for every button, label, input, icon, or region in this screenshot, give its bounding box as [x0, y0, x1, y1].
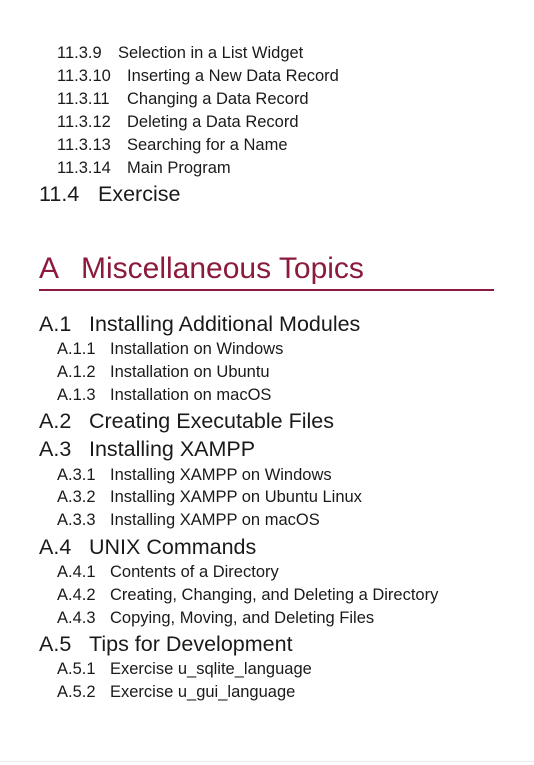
- toc-title: Contents of a Directory: [110, 563, 279, 581]
- toc-subsection-11-3-10[interactable]: [57, 66, 339, 86]
- toc-title: Creating, Changing, and Deleting a Directory: [110, 586, 439, 604]
- toc-title: Inserting a New Data Record: [127, 67, 339, 85]
- toc-number: A.1.2: [57, 363, 96, 381]
- toc-number: 11.3.13: [57, 136, 111, 154]
- toc-subsection-a-4-1[interactable]: [57, 562, 279, 582]
- toc-number: A.1: [39, 312, 72, 336]
- toc-number: 11.3.12: [57, 113, 111, 131]
- toc-title: Installing XAMPP on Windows: [110, 466, 332, 484]
- toc-title: Exercise u_gui_language: [110, 683, 296, 701]
- toc-section-a-4[interactable]: [39, 534, 256, 560]
- chapter-rule: [39, 289, 494, 291]
- toc-subsection-a-3-2[interactable]: [57, 487, 362, 507]
- toc-title: Copying, Moving, and Deleting Files: [110, 609, 375, 627]
- toc-section-11-4[interactable]: [39, 181, 180, 207]
- toc-number: A.1.3: [57, 386, 96, 404]
- toc-number: 11.3.14: [57, 159, 111, 177]
- toc-number: A.4.3: [57, 609, 96, 627]
- toc-number: A.4: [39, 535, 72, 559]
- toc-subsection-a-4-3[interactable]: [57, 608, 374, 628]
- toc-number: A.4.1: [57, 563, 96, 581]
- toc-section-a-3[interactable]: [39, 436, 255, 462]
- toc-title: Installing XAMPP on Ubuntu Linux: [110, 488, 362, 506]
- toc-number: A.1.1: [57, 340, 96, 358]
- toc-subsection-11-3-11[interactable]: [57, 89, 309, 109]
- toc-number: A.3: [39, 437, 72, 461]
- toc-title: Exercise: [98, 182, 181, 206]
- toc-subsection-a-3-1[interactable]: [57, 465, 332, 485]
- page-bottom-edge: [0, 761, 534, 762]
- toc-title: Installation on Windows: [110, 340, 284, 358]
- toc-title: Exercise u_sqlite_language: [110, 660, 312, 678]
- toc-title: Installation on macOS: [110, 386, 272, 404]
- toc-number: A.3.1: [57, 466, 96, 484]
- toc-title: Installation on Ubuntu: [110, 363, 270, 381]
- toc-number: A.5: [39, 632, 72, 656]
- toc-subsection-11-3-9[interactable]: [57, 43, 303, 63]
- toc-subsection-a-3-3[interactable]: [57, 510, 320, 530]
- chapter-letter: A: [39, 252, 60, 285]
- toc-title: Changing a Data Record: [127, 90, 309, 108]
- toc-number: A.4.2: [57, 586, 96, 604]
- toc-title: Installing XAMPP: [89, 437, 256, 461]
- toc-title: Main Program: [127, 159, 231, 177]
- toc-title: Creating Executable Files: [89, 409, 334, 433]
- toc-subsection-11-3-12[interactable]: [57, 112, 299, 132]
- toc-subsection-11-3-14[interactable]: [57, 158, 231, 178]
- toc-title: Installing Additional Modules: [89, 312, 361, 336]
- toc-number: A.5.1: [57, 660, 96, 678]
- toc-title: Deleting a Data Record: [127, 113, 299, 131]
- toc-section-a-1[interactable]: [39, 311, 360, 337]
- toc-subsection-a-5-2[interactable]: [57, 682, 295, 702]
- toc-number: 11.3.10: [57, 67, 111, 85]
- toc-title: UNIX Commands: [89, 535, 257, 559]
- toc-section-a-5[interactable]: [39, 631, 293, 657]
- toc-title: Installing XAMPP on macOS: [110, 511, 320, 529]
- toc-number: A.3.2: [57, 488, 96, 506]
- toc-title: Tips for Development: [89, 632, 293, 656]
- toc-title: Searching for a Name: [127, 136, 288, 154]
- toc-number: A.5.2: [57, 683, 96, 701]
- toc-subsection-11-3-13[interactable]: [57, 135, 288, 155]
- toc-subsection-a-4-2[interactable]: [57, 585, 438, 605]
- toc-number: 11.4: [39, 182, 80, 206]
- chapter-heading[interactable]: [39, 252, 364, 286]
- toc-subsection-a-1-1[interactable]: [57, 339, 283, 359]
- toc-title: Selection in a List Widget: [118, 44, 304, 62]
- toc-number: A.2: [39, 409, 72, 433]
- toc-subsection-a-5-1[interactable]: [57, 659, 312, 679]
- chapter-title: Miscellaneous Topics: [81, 252, 364, 285]
- toc-subsection-a-1-3[interactable]: [57, 385, 271, 405]
- toc-subsection-a-1-2[interactable]: [57, 362, 270, 382]
- toc-section-a-2[interactable]: [39, 408, 334, 434]
- toc-number: 11.3.11: [57, 90, 110, 108]
- toc-number: A.3.3: [57, 511, 96, 529]
- toc-number: 11.3.9: [57, 44, 102, 62]
